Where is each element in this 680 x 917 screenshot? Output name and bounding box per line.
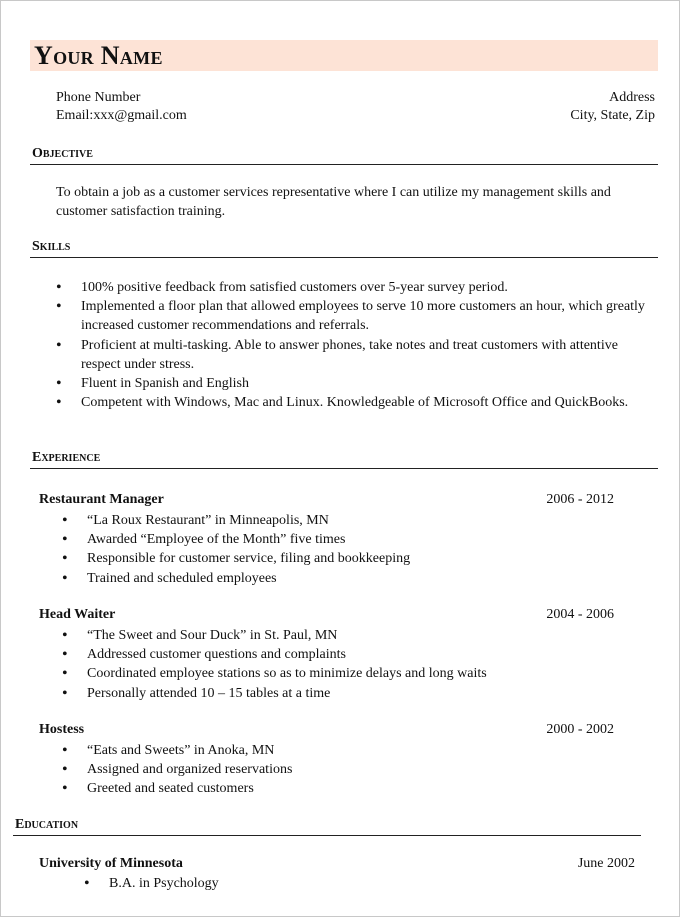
list-item: • B.A. in Psychology [84, 874, 484, 893]
list-item: • Implemented a floor plan that allowed employees to serve 10 more customers an hour, which greatly increased customer recommendations and referrals. [56, 297, 646, 335]
job-dates: 2006 - 2012 [546, 492, 614, 507]
email-address: Email:xxx@gmail.com [56, 108, 187, 123]
education-rule [13, 835, 641, 836]
skills-list [56, 278, 646, 412]
degree-list [84, 874, 484, 893]
list-item: • Trained and scheduled employees [62, 569, 622, 588]
contact-left [56, 89, 187, 125]
phone-number: Phone Number [56, 90, 141, 105]
school-name: University of Minnesota [39, 856, 183, 871]
graduation-date: June 2002 [577, 856, 635, 871]
job-duties-list [62, 626, 622, 703]
experience-rule [30, 468, 658, 469]
job-title: Hostess [39, 722, 85, 737]
list-item: • Awarded “Employee of the Month” five times [62, 530, 622, 549]
name-banner [30, 40, 658, 71]
job-duties-list [62, 741, 622, 799]
list-item: • Personally attended 10 – 15 tables at a time [62, 684, 622, 703]
list-item: • 100% positive feedback from satisfied customers over 5-year survey period. [56, 278, 646, 297]
experience-heading: Experience [32, 450, 101, 465]
job-duties-list [62, 511, 622, 588]
job-dates: 2000 - 2002 [546, 722, 614, 737]
list-item: • Fluent in Spanish and English [56, 374, 646, 393]
list-item: • Coordinated employee stations so as to minimize delays and long waits [62, 664, 622, 683]
objective-text: To obtain a job as a customer services representative where I can utilize my management skills and customer satisfaction training. [56, 185, 611, 219]
job-title: Head Waiter [39, 607, 116, 622]
list-item: • Responsible for customer service, filing and bookkeeping [62, 549, 622, 568]
objective-rule [30, 164, 658, 165]
contact-right [570, 89, 655, 125]
skills-rule [30, 257, 658, 258]
list-item: • Greeted and seated customers [62, 779, 622, 798]
list-item: • Competent with Windows, Mac and Linux. Knowledgeable of Microsoft Office and QuickBooks. [56, 393, 646, 412]
objective-heading: Objective [32, 146, 93, 161]
education-heading: Education [15, 817, 79, 832]
list-item: • Addressed customer questions and complaints [62, 645, 622, 664]
list-item: • “The Sweet and Sour Duck” in St. Paul, MN [62, 626, 622, 645]
list-item: • “Eats and Sweets” in Anoka, MN [62, 741, 622, 760]
skills-heading: Skills [32, 239, 71, 254]
job-dates: 2004 - 2006 [546, 607, 614, 622]
list-item: • Assigned and organized reservations [62, 760, 622, 779]
job-title: Restaurant Manager [39, 492, 164, 507]
resume-name: Your Name [34, 41, 163, 70]
list-item: • “La Roux Restaurant” in Minneapolis, MN [62, 511, 622, 530]
street-address: Address [609, 90, 655, 105]
list-item: • Proficient at multi-tasking. Able to answer phones, take notes and treat customers with attentive respect under stress. [56, 336, 646, 374]
city-state-zip: City, State, Zip [570, 108, 655, 123]
